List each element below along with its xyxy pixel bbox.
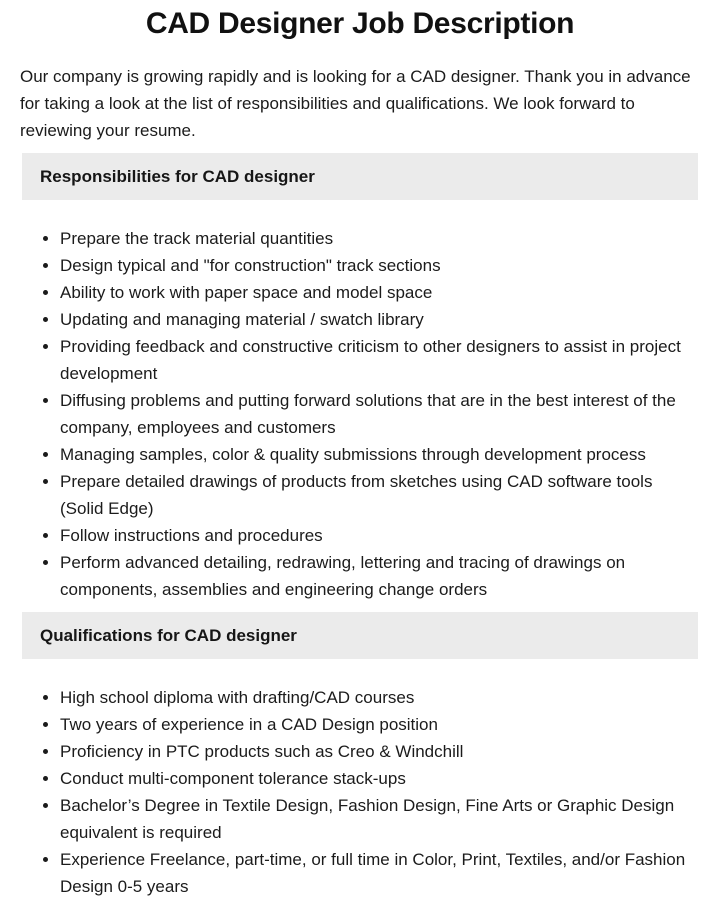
list-item: • Diffusing problems and putting forward solutions that are in the best interest of the company, employees and customers (60, 387, 700, 441)
list-item: • Design typical and "for construction" track sections (60, 252, 700, 279)
list-item: • Bachelor’s Degree in Textile Design, Fashion Design, Fine Arts or Graphic Design equivalent is required (60, 792, 700, 846)
list-item: • Providing feedback and constructive criticism to other designers to assist in project development (60, 333, 700, 387)
list-item: • Ability to work with paper space and model space (60, 279, 700, 306)
intro-paragraph: Our company is growing rapidly and is looking for a CAD designer. Thank you in advance for taking a look at the list of responsibilities and qualifications. We look forward to reviewing your resume. (20, 67, 691, 140)
list-item: • Two years of experience in a CAD Design position (60, 711, 700, 738)
responsibilities-list (20, 225, 700, 603)
section-header-qualifications (22, 612, 698, 659)
list-item: • Follow instructions and procedures (60, 522, 700, 549)
list-item: • Prepare detailed drawings of products from sketches using CAD software tools (Solid Edge) (60, 468, 700, 522)
page-title: CAD Designer Job Description (145, 7, 575, 40)
list-item: • Conduct multi-component tolerance stack-ups (60, 765, 700, 792)
section-heading: Qualifications for CAD designer (40, 626, 297, 645)
list-item: • Proficiency in PTC products such as Creo & Windchill (60, 738, 700, 765)
list-item: • Experience Freelance, part-time, or full time in Color, Print, Textiles, and/or Fashion Design 0-5 years (60, 846, 700, 900)
section-header-responsibilities (22, 153, 698, 200)
list-item: • Updating and managing material / swatch library (60, 306, 700, 333)
list-item: • High school diploma with drafting/CAD courses (60, 684, 700, 711)
qualifications-list (20, 684, 700, 900)
list-item: • Perform advanced detailing, redrawing, lettering and tracing of drawings on components, assemblies and engineering change orders (60, 549, 700, 603)
section-heading: Responsibilities for CAD designer (40, 167, 315, 186)
list-item: • Managing samples, color & quality submissions through development process (60, 441, 700, 468)
list-item: • Prepare the track material quantities (60, 225, 700, 252)
